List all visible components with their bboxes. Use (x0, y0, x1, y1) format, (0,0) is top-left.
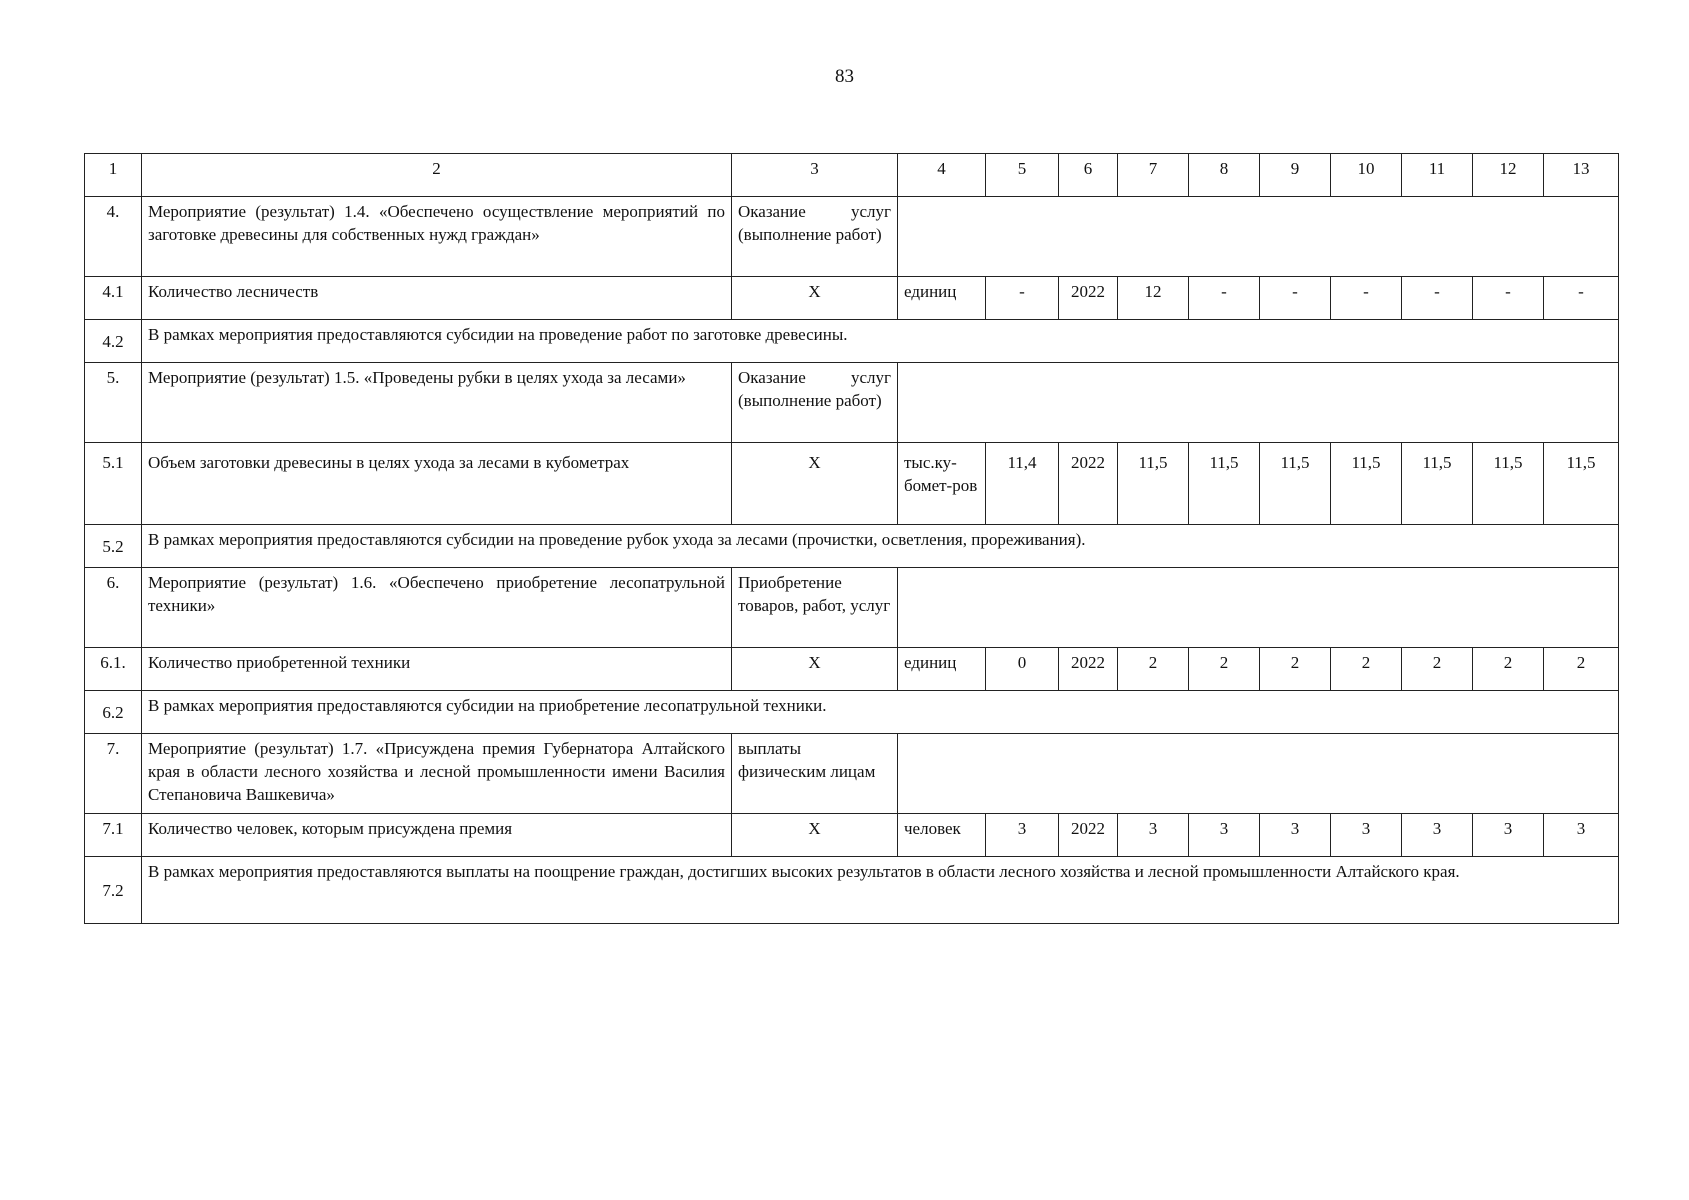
indicator-row (85, 814, 1619, 857)
row-number: 4. (85, 197, 142, 277)
indicator-col3: Х (732, 648, 898, 691)
indicator-col3: Х (732, 443, 898, 525)
indicator-unit: человек (898, 814, 986, 857)
indicator-base-value: - (986, 277, 1059, 320)
header-cell: 6 (1059, 154, 1118, 197)
header-cell: 10 (1331, 154, 1402, 197)
indicator-name: Количество приобретенной техники (142, 648, 732, 691)
header-row (85, 154, 1619, 197)
indicator-value: 12 (1118, 277, 1189, 320)
row-number: 7.2 (85, 857, 142, 924)
row-number: 6.1. (85, 648, 142, 691)
indicator-base-value: 11,4 (986, 443, 1059, 525)
header-cell: 8 (1189, 154, 1260, 197)
header-cell: 3 (732, 154, 898, 197)
header-cell: 9 (1260, 154, 1331, 197)
indicator-value: 11,5 (1402, 443, 1473, 525)
row-number: 5.2 (85, 525, 142, 568)
note-text: В рамках мероприятия предоставляются субсидии на приобретение лесопатрульной техники. (142, 691, 1619, 734)
measure-blank (898, 363, 1619, 443)
indicator-row (85, 277, 1619, 320)
header-cell: 5 (986, 154, 1059, 197)
note-row (85, 857, 1619, 924)
indicator-value: 2 (1544, 648, 1619, 691)
measure-name: Мероприятие (результат) 1.7. «Присуждена премия Губернатора Алтайского края в области лесного хозяйства и лесной промышленности имени Василия Степановича Вашкевича» (142, 734, 732, 814)
measure-name: Мероприятие (результат) 1.6. «Обеспечено приобретение лесопатрульной техники» (142, 568, 732, 648)
indicator-base-value: 3 (986, 814, 1059, 857)
indicator-value: - (1402, 277, 1473, 320)
header-cell: 12 (1473, 154, 1544, 197)
indicators-table (84, 153, 1619, 924)
row-number: 7.1 (85, 814, 142, 857)
note-row (85, 320, 1619, 363)
row-number: 6. (85, 568, 142, 648)
indicator-base-year: 2022 (1059, 277, 1118, 320)
indicator-value: 11,5 (1260, 443, 1331, 525)
indicator-value: 3 (1118, 814, 1189, 857)
indicator-value: 3 (1402, 814, 1473, 857)
measure-row (85, 568, 1619, 648)
indicator-unit: единиц (898, 648, 986, 691)
indicator-value: 3 (1544, 814, 1619, 857)
row-number: 4.2 (85, 320, 142, 363)
header-cell: 11 (1402, 154, 1473, 197)
indicator-col3: Х (732, 814, 898, 857)
header-cell: 13 (1544, 154, 1619, 197)
indicator-unit: единиц (898, 277, 986, 320)
indicator-row (85, 443, 1619, 525)
indicator-value: 11,5 (1544, 443, 1619, 525)
indicator-unit: тыс.ку-бомет-ров (898, 443, 986, 525)
measure-row (85, 197, 1619, 277)
indicator-base-value: 0 (986, 648, 1059, 691)
row-number: 4.1 (85, 277, 142, 320)
indicator-value: - (1544, 277, 1619, 320)
indicator-value: - (1473, 277, 1544, 320)
indicator-value: 2 (1118, 648, 1189, 691)
row-number: 5.1 (85, 443, 142, 525)
header-cell: 2 (142, 154, 732, 197)
measure-name: Мероприятие (результат) 1.5. «Проведены рубки в целях ухода за лесами» (142, 363, 732, 443)
indicator-value: - (1260, 277, 1331, 320)
measure-blank (898, 197, 1619, 277)
indicator-value: - (1189, 277, 1260, 320)
indicator-value: 3 (1473, 814, 1544, 857)
indicator-value: 2 (1473, 648, 1544, 691)
indicator-name: Объем заготовки древесины в целях ухода за лесами в кубометрах (142, 443, 732, 525)
indicator-value: 3 (1189, 814, 1260, 857)
row-number: 7. (85, 734, 142, 814)
indicator-value: 2 (1331, 648, 1402, 691)
header-cell: 4 (898, 154, 986, 197)
measure-kind: выплаты физическим лицам (732, 734, 898, 814)
row-number: 5. (85, 363, 142, 443)
indicator-name: Количество лесничеств (142, 277, 732, 320)
indicator-value: 11,5 (1331, 443, 1402, 525)
header-cell: 1 (85, 154, 142, 197)
indicator-base-year: 2022 (1059, 443, 1118, 525)
indicator-col3: Х (732, 277, 898, 320)
indicator-row (85, 648, 1619, 691)
indicator-value: 11,5 (1189, 443, 1260, 525)
indicator-value: 2 (1260, 648, 1331, 691)
note-text: В рамках мероприятия предоставляются выплаты на поощрение граждан, достигших высоких результатов в области лесного хозяйства и лесной промышленности Алтайского края. (142, 857, 1619, 924)
note-text: В рамках мероприятия предоставляются субсидии на проведение работ по заготовке древесины. (142, 320, 1619, 363)
measure-blank (898, 734, 1619, 814)
measure-kind: Оказание услуг (выполнение работ) (732, 363, 898, 443)
note-row (85, 691, 1619, 734)
indicator-value: 11,5 (1473, 443, 1544, 525)
indicator-base-year: 2022 (1059, 814, 1118, 857)
measure-kind: Оказание услуг (выполнение работ) (732, 197, 898, 277)
indicator-base-year: 2022 (1059, 648, 1118, 691)
measure-row (85, 734, 1619, 814)
indicator-value: 3 (1331, 814, 1402, 857)
indicator-name: Количество человек, которым присуждена премия (142, 814, 732, 857)
indicator-value: - (1331, 277, 1402, 320)
row-number: 6.2 (85, 691, 142, 734)
measure-name: Мероприятие (результат) 1.4. «Обеспечено осуществление мероприятий по заготовке древесины для собственных нужд граждан» (142, 197, 732, 277)
measure-blank (898, 568, 1619, 648)
indicator-value: 11,5 (1118, 443, 1189, 525)
indicator-value: 2 (1402, 648, 1473, 691)
page-number: 83 (835, 66, 854, 87)
measure-row (85, 363, 1619, 443)
measure-kind: Приобретение товаров, работ, услуг (732, 568, 898, 648)
indicator-value: 2 (1189, 648, 1260, 691)
note-row (85, 525, 1619, 568)
header-cell: 7 (1118, 154, 1189, 197)
note-text: В рамках мероприятия предоставляются субсидии на проведение рубок ухода за лесами (прочистки, осветления, прореживания). (142, 525, 1619, 568)
indicator-value: 3 (1260, 814, 1331, 857)
